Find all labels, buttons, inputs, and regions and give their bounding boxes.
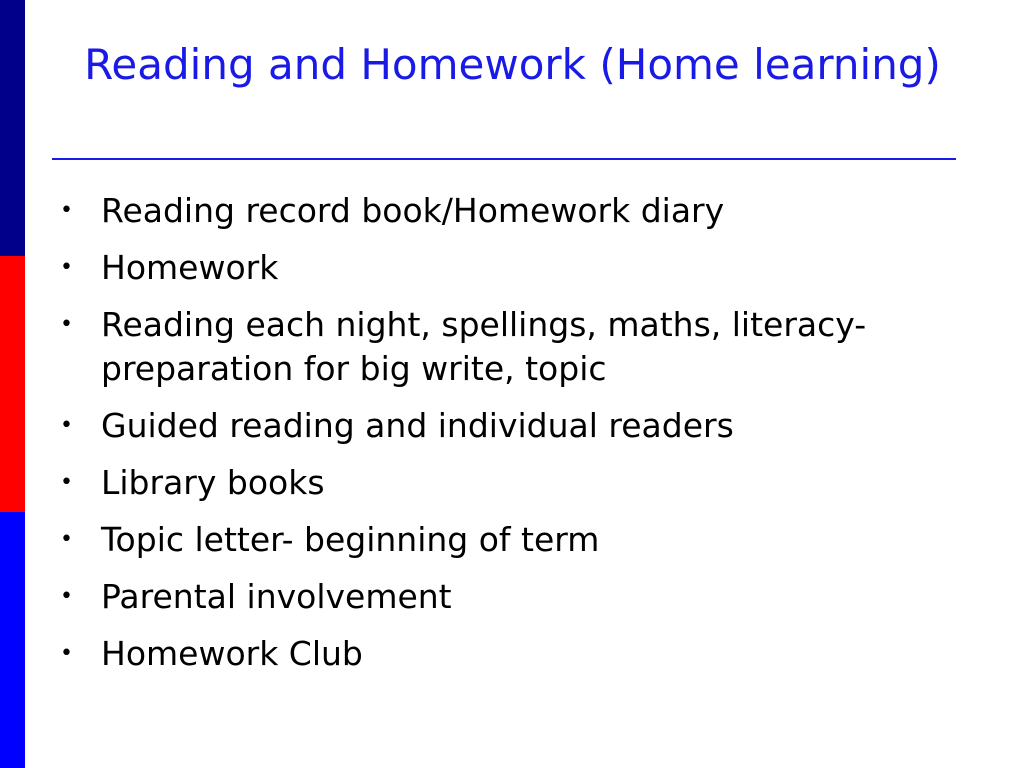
bullet-dot-icon: • (60, 312, 73, 337)
side-bar-dark-blue-segment (0, 0, 25, 256)
bullet-item (58, 518, 978, 562)
bullet-text: Homework Club (101, 634, 363, 673)
bullet-text: Homework (101, 248, 279, 287)
bullet-dot-icon: • (60, 413, 73, 438)
title-underline (52, 158, 956, 160)
bullet-item (58, 575, 978, 619)
bullet-text: Parental involvement (101, 577, 452, 616)
bullet-dot-icon: • (60, 198, 73, 223)
bullet-text: Topic letter- beginning of term (101, 520, 600, 559)
slide-title: Reading and Homework (Home learning) (84, 40, 941, 89)
bullet-text: Library books (101, 463, 325, 502)
bullet-list (58, 189, 978, 689)
bullet-item (58, 189, 978, 233)
bullet-text: Guided reading and individual readers (101, 406, 734, 445)
bullet-text: Reading each night, spellings, maths, literacy-preparation for big write, topic (101, 305, 867, 388)
bullet-dot-icon: • (60, 527, 73, 552)
bullet-item (58, 461, 978, 505)
bullet-dot-icon: • (60, 584, 73, 609)
side-color-bar (0, 0, 25, 768)
bullet-item (58, 246, 978, 290)
bullet-dot-icon: • (60, 641, 73, 666)
bullet-item (58, 632, 978, 676)
bullet-dot-icon: • (60, 470, 73, 495)
side-bar-blue-segment (0, 512, 25, 768)
side-bar-red-segment (0, 256, 25, 512)
bullet-item (58, 303, 978, 391)
bullet-dot-icon: • (60, 255, 73, 280)
bullet-item (58, 404, 978, 448)
bullet-text: Reading record book/Homework diary (101, 191, 725, 230)
